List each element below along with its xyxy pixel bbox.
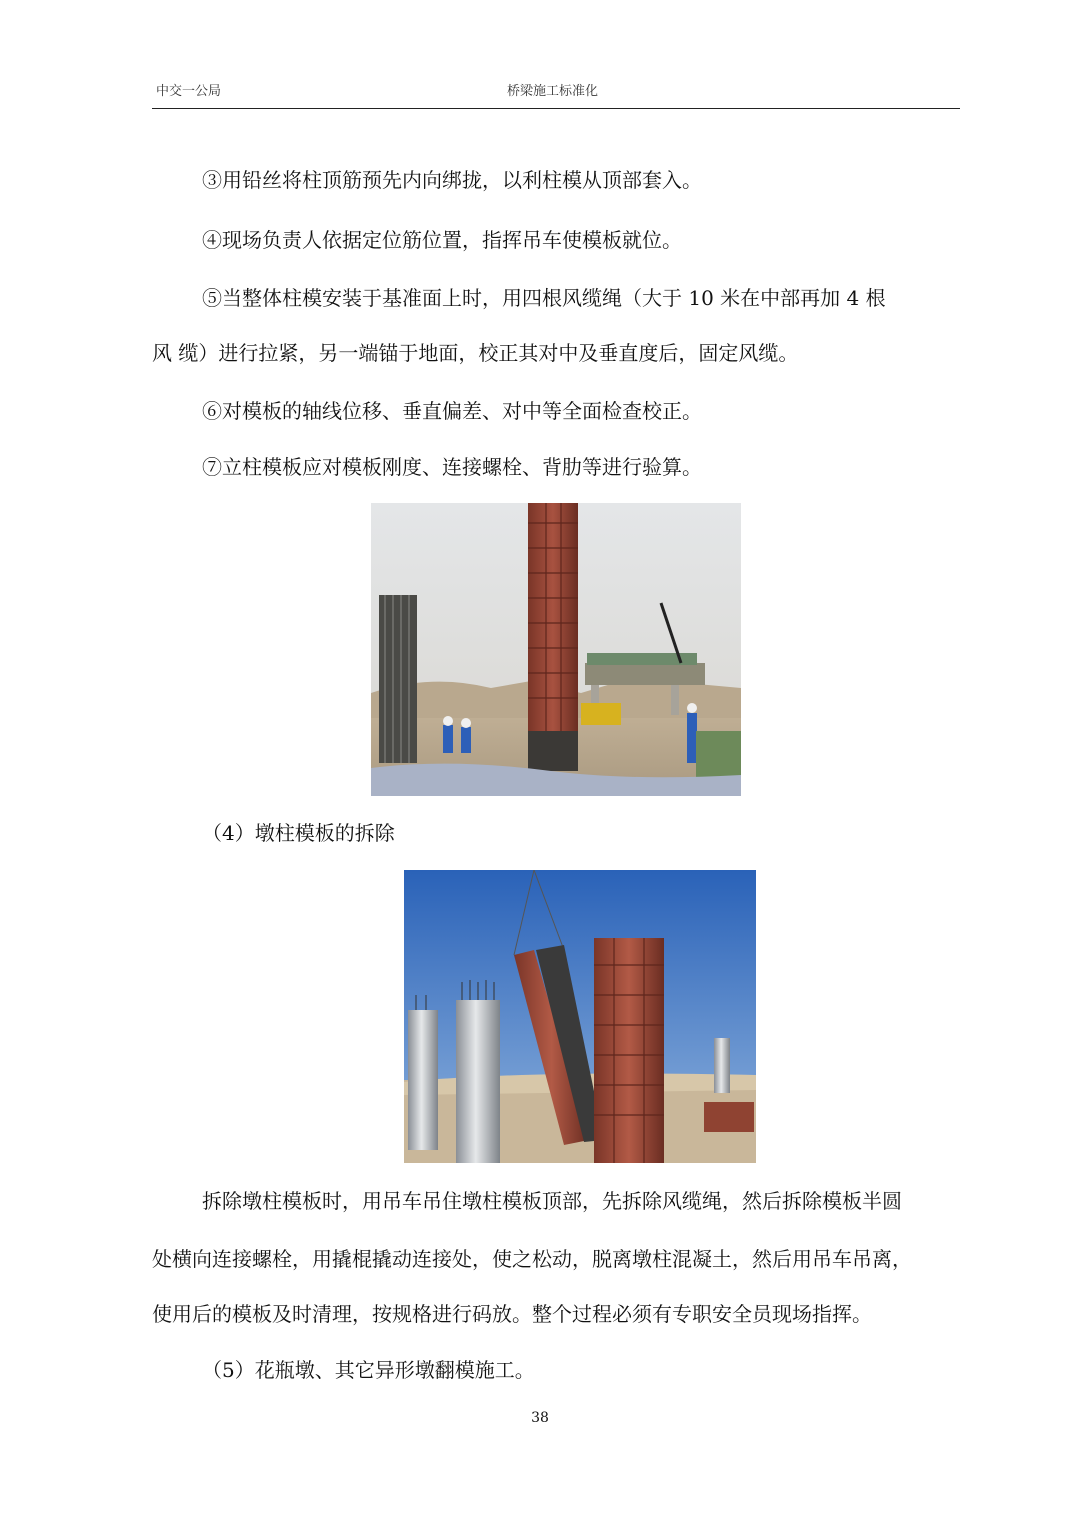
section-5-heading: （5）花瓶墩、其它异形墩翻模施工。 [202,1358,535,1382]
header-organization: 中交一公局 [156,84,222,99]
photo-column-formwork-installation [371,503,741,796]
paragraph-step-3: ③用铅丝将柱顶筋预先内向绑拢，以利柱模从顶部套入。 [202,168,702,192]
paragraph-step-5-line-2: 风 缆）进行拉紧，另一端锚于地面，校正其对中及垂直度后，固定风缆。 [152,341,799,365]
section-4-heading: （4）墩柱模板的拆除 [202,821,395,845]
paragraph-step-6: ⑥对模板的轴线位移、垂直偏差、对中等全面检查校正。 [202,399,702,423]
removal-text-line-3: 使用后的模板及时清理，按规格进行码放。整个过程必须有专职安全员现场指挥。 [152,1302,872,1326]
page-header [152,76,960,109]
removal-text-line-1: 拆除墩柱模板时，用吊车吊住墩柱模板顶部，先拆除风缆绳，然后拆除模板半圆 [202,1189,902,1213]
page-number: 38 [531,1410,549,1426]
paragraph-step-7: ⑦立柱模板应对模板刚度、连接螺栓、背肋等进行验算。 [202,455,702,479]
paragraph-step-5-line-1: ⑤当整体柱模安装于基准面上时，用四根风缆绳（大于 10 米在中部再加 4 根 [202,286,886,310]
removal-text-line-2: 处横向连接螺栓，用撬棍撬动连接处，使之松动，脱离墩柱混凝土，然后用吊车吊离， [152,1247,912,1271]
paragraph-step-4: ④现场负责人依据定位筋位置，指挥吊车使模板就位。 [202,228,682,252]
header-document-title: 桥梁施工标准化 [507,84,599,99]
photo-formwork-removal [404,870,756,1163]
